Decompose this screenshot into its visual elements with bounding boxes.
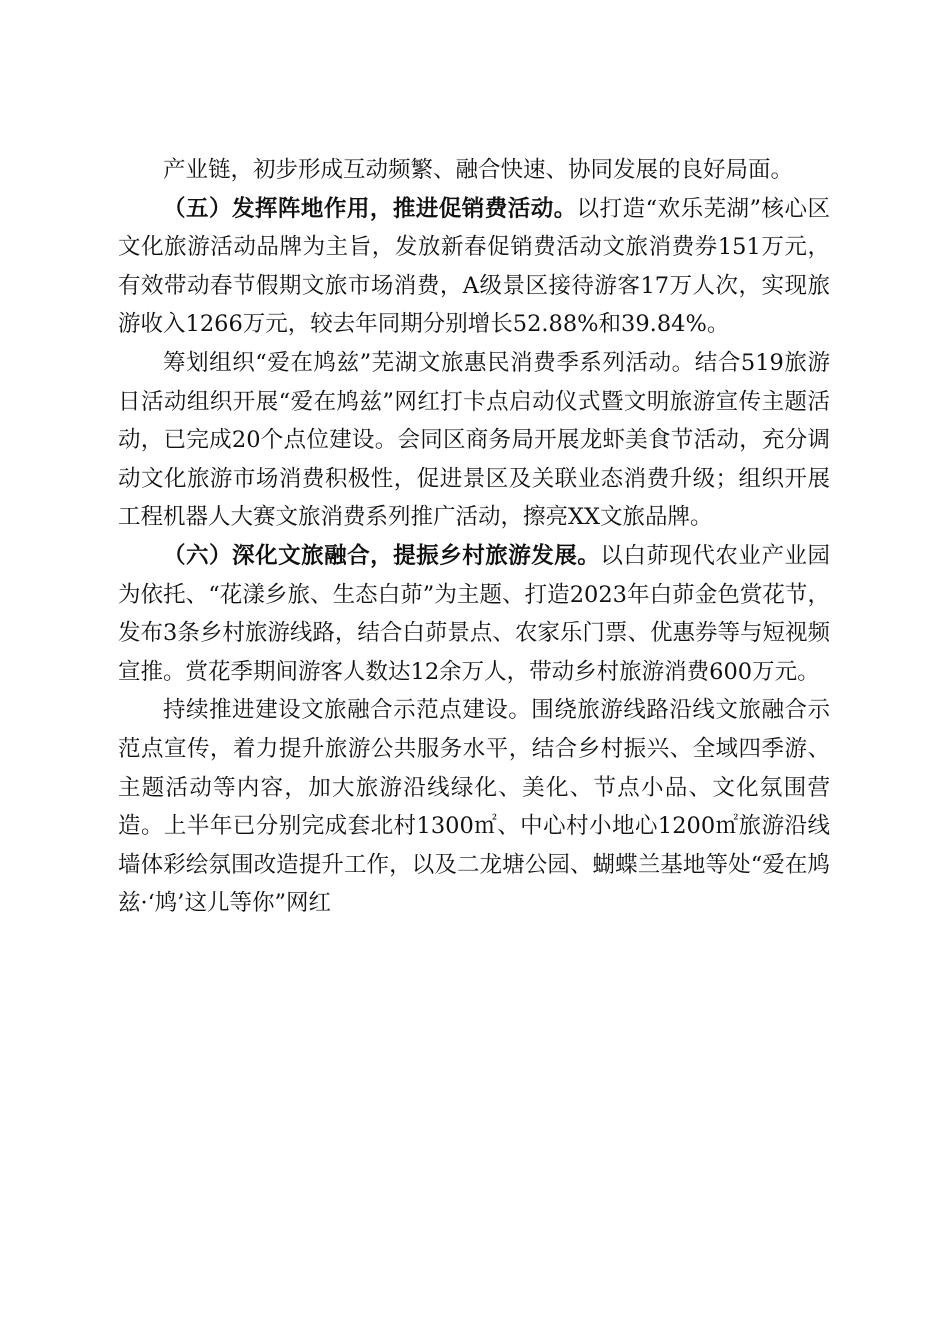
paragraph-text: 持续推进建设文旅融合示范点建设。围绕旅游线路沿线文旅融合示范点宣传，着力提升旅游公共服务水平，结合乡村振兴、全域四季游、主题活动等内容，加大旅游沿线绿化、美化、节点小品、文化氛围营造。上半年已分别完成套北村1300㎡、中心村小地心1200㎡旅游沿线墙体彩绘氛围改造提升工作，以及二龙塘公园、蝴蝶兰基地等处“爱在鸠兹·‘鸠’这儿等你”网红 (118, 697, 830, 917)
section-heading: （六）深化文旅融合，提振乡村旅游发展。 (163, 542, 601, 569)
paragraph-industry-chain (118, 151, 830, 190)
section-heading: （五）发挥阵地作用，推进促销费活动。 (163, 195, 577, 222)
paragraph-section-six (118, 537, 830, 691)
paragraph-demonstration-sites (118, 691, 830, 923)
paragraph-text: 以打造“欢乐芜湖”核心区文化旅游活动品牌为主旨，发放新春促销费活动文旅消费券151万元，有效带动春节假期文旅市场消费，A级景区接待游客17万人次，实现旅游收入1266万元，较去年同期分别增长52.88%和39.84%。 (118, 195, 830, 338)
paragraph-consumption-season (118, 344, 830, 537)
paragraph-text: 以白茆现代农业产业园为依托、“花漾乡旅、生态白茆”为主题、打造2023年白茆金色赏花节，发布3条乡村旅游线路，结合白茆景点、农家乐门票、优惠券等与短视频宣推。赏花季期间游客人数达12余万人，带动乡村旅游消费600万元。 (118, 542, 830, 685)
document-body (118, 151, 830, 923)
paragraph-section-five (118, 190, 830, 344)
paragraph-text: 产业链，初步形成互动频繁、融合快速、协同发展的良好局面。 (163, 157, 794, 183)
paragraph-text: 筹划组织“爱在鸠兹”芜湖文旅惠民消费季系列活动。结合519旅游日活动组织开展“爱在鸠兹”网红打卡点启动仪式暨文明旅游宣传主题活动，已完成20个点位建设。会同区商务局开展龙虾美食节活动，充分调动文化旅游市场消费积极性，促进景区及关联业态消费升级；组织开展工程机器人大赛文旅消费系列推广活动，擦亮XX文旅品牌。 (118, 349, 830, 531)
